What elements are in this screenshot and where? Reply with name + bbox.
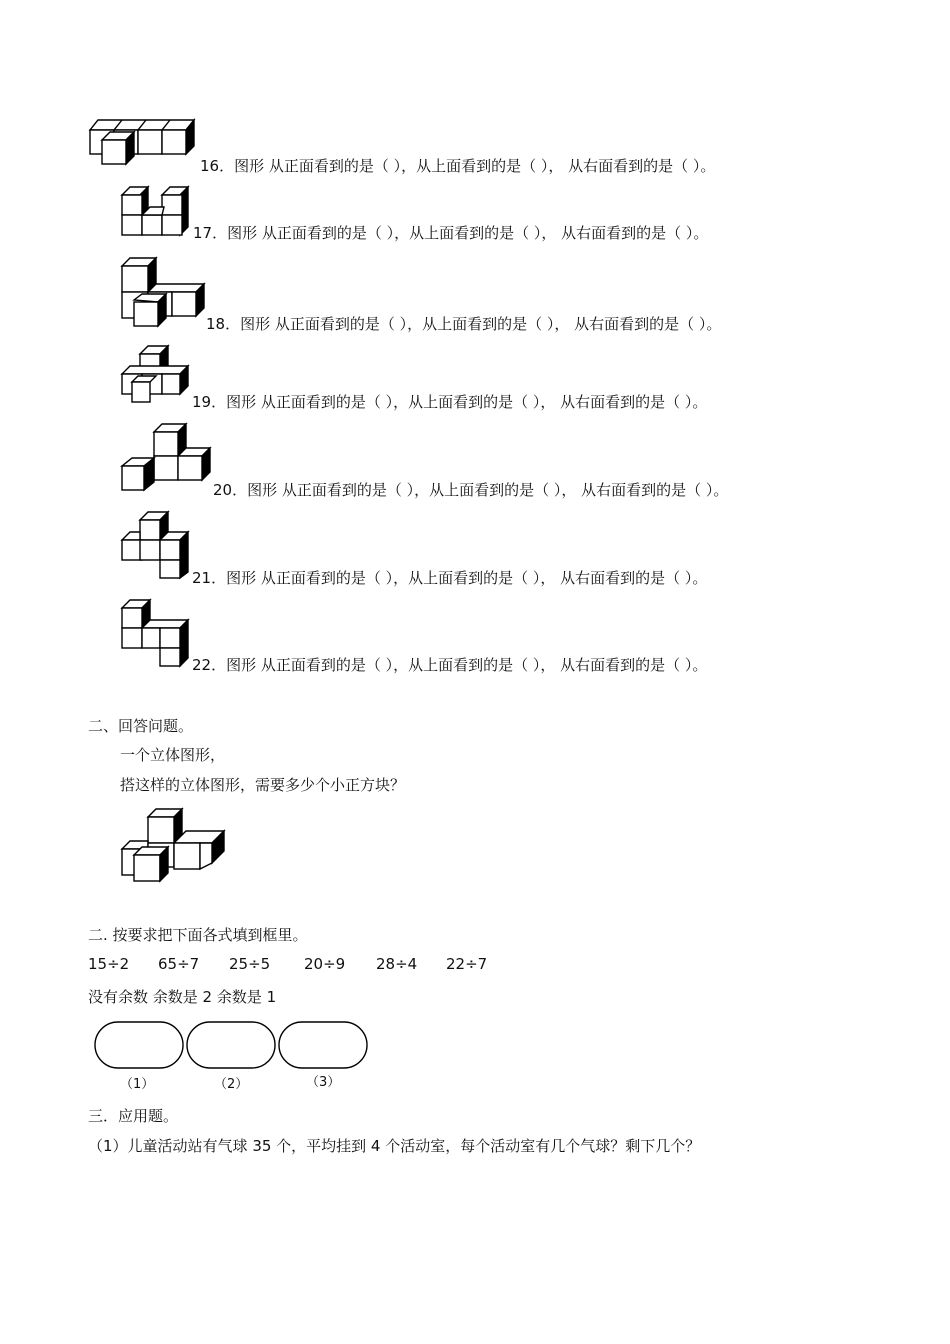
expression-5: 28÷4 (376, 955, 418, 973)
cube-figure-22 (120, 598, 190, 668)
section-apply-heading: 三．应用题。 (88, 1107, 179, 1125)
cube-figure-answer (120, 805, 228, 883)
section-answer-line2: 搭这样的立体图形，需要多少个小正方块？ (120, 776, 406, 794)
section-answer-line1: 一个立体图形， (120, 746, 226, 764)
cube-figure-19 (120, 344, 190, 404)
cube-figure-21 (120, 510, 190, 580)
categories-line: 没有余数 余数是 2 余数是 1 (88, 988, 277, 1006)
question-17: 17．图形 从正面看到的是（ ），从上面看到的是（ ）， 从右面看到的是（ ）。 (193, 224, 709, 242)
expression-3: 25÷5 (229, 955, 271, 973)
expression-6: 22÷7 (446, 955, 488, 973)
box-label-3: （3） (306, 1075, 341, 1090)
question-16: 16．图形 从正面看到的是（ ），从上面看到的是（ ）， 从右面看到的是（ ）。 (200, 157, 716, 175)
cube-figure-16 (88, 116, 198, 166)
section-answer-heading: 二、回答问题。 (88, 717, 194, 735)
question-19: 19．图形 从正面看到的是（ ），从上面看到的是（ ）， 从右面看到的是（ ）。 (192, 393, 708, 411)
cube-figure-20 (120, 422, 212, 492)
question-20: 20．图形 从正面看到的是（ ），从上面看到的是（ ）， 从右面看到的是（ ）。 (213, 481, 729, 499)
expression-1: 15÷2 (88, 955, 130, 973)
cube-figure-17 (120, 185, 190, 237)
cube-figure-18 (120, 254, 206, 328)
question-22: 22．图形 从正面看到的是（ ），从上面看到的是（ ）， 从右面看到的是（ ）。 (192, 656, 708, 674)
section-fill-heading: 二. 按要求把下面各式填到框里。 (88, 926, 308, 944)
box-label-2: （2） (214, 1077, 249, 1092)
question-18: 18．图形 从正面看到的是（ ），从上面看到的是（ ）， 从右面看到的是（ ）。 (206, 315, 722, 333)
box-label-1: （1） (120, 1077, 155, 1092)
expression-2: 65÷7 (158, 955, 200, 973)
question-21: 21．图形 从正面看到的是（ ），从上面看到的是（ ）， 从右面看到的是（ ）。 (192, 569, 708, 587)
expression-4: 20÷9 (304, 955, 346, 973)
apply-question-1: （1）儿童活动站有气球 35 个，平均挂到 4 个活动室，每个活动室有几个气球？剩下几个？ (88, 1137, 701, 1155)
answer-boxes (93, 1020, 369, 1072)
